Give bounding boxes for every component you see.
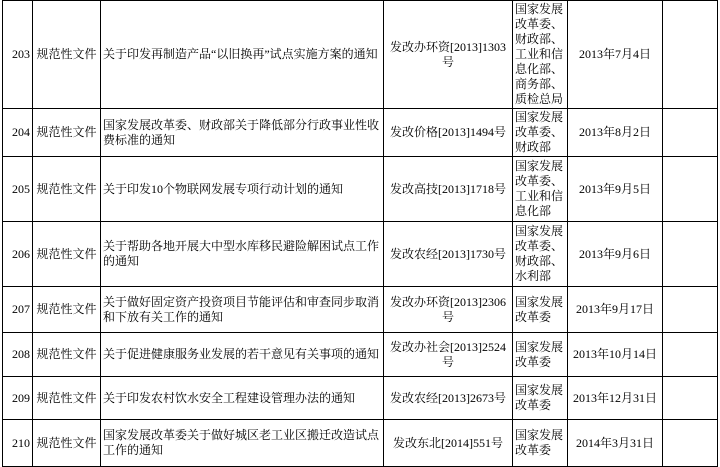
cell-doc-type: 规范性文件 bbox=[33, 222, 101, 287]
cell-issuing-agency: 国家发展改革委 bbox=[513, 287, 568, 333]
cell-note bbox=[663, 157, 718, 222]
cell-doc-number: 发改办环资[2013]1303号 bbox=[384, 1, 513, 109]
cell-doc-number: 发改办环资[2013]2306号 bbox=[384, 287, 513, 333]
cell-note bbox=[663, 287, 718, 333]
cell-doc-type: 规范性文件 bbox=[33, 157, 101, 222]
cell-index: 210 bbox=[3, 420, 33, 467]
cell-title: 关于促进健康服务业发展的若干意见有关事项的通知 bbox=[101, 333, 384, 377]
cell-issue-date: 2014年3月31日 bbox=[568, 420, 663, 467]
cell-issue-date: 2013年10月14日 bbox=[568, 333, 663, 377]
cell-index: 205 bbox=[3, 157, 33, 222]
cell-index: 208 bbox=[3, 333, 33, 377]
cell-title: 国家发展改革委、财政部关于降低部分行政事业性收费标准的通知 bbox=[101, 109, 384, 157]
cell-issuing-agency: 国家发展改革委 bbox=[513, 333, 568, 377]
cell-doc-number: 发改价格[2013]1494号 bbox=[384, 109, 513, 157]
cell-title: 关于做好固定资产投资项目节能评估和审查同步取消和下放有关工作的通知 bbox=[101, 287, 384, 333]
cell-doc-number: 发改高技[2013]1718号 bbox=[384, 157, 513, 222]
cell-doc-number: 发改东北[2014]551号 bbox=[384, 420, 513, 467]
cell-index: 209 bbox=[3, 377, 33, 420]
cell-index: 204 bbox=[3, 109, 33, 157]
cell-issue-date: 2013年8月2日 bbox=[568, 109, 663, 157]
cell-note bbox=[663, 420, 718, 467]
cell-title: 关于帮助各地开展大中型水库移民避险解困试点工作的通知 bbox=[101, 222, 384, 287]
cell-issuing-agency: 国家发展改革委、财政部、水利部 bbox=[513, 222, 568, 287]
cell-issuing-agency: 国家发展改革委、财政部、工业和信息化部、商务部、质检总局 bbox=[513, 1, 568, 109]
cell-note bbox=[663, 1, 718, 109]
cell-doc-type: 规范性文件 bbox=[33, 333, 101, 377]
cell-issue-date: 2013年12月31日 bbox=[568, 377, 663, 420]
cell-issue-date: 2013年7月4日 bbox=[568, 1, 663, 109]
cell-index: 207 bbox=[3, 287, 33, 333]
table-row bbox=[3, 377, 718, 420]
cell-title: 关于印发农村饮水安全工程建设管理办法的通知 bbox=[101, 377, 384, 420]
table-row bbox=[3, 222, 718, 287]
cell-note bbox=[663, 333, 718, 377]
table-row bbox=[3, 109, 718, 157]
cell-issuing-agency: 国家发展改革委、财政部 bbox=[513, 109, 568, 157]
cell-index: 206 bbox=[3, 222, 33, 287]
cell-issuing-agency: 国家发展改革委 bbox=[513, 420, 568, 467]
cell-doc-type: 规范性文件 bbox=[33, 377, 101, 420]
cell-title: 关于印发10个物联网发展专项行动计划的通知 bbox=[101, 157, 384, 222]
cell-index: 203 bbox=[3, 1, 33, 109]
cell-doc-number: 发改农经[2013]1730号 bbox=[384, 222, 513, 287]
table-row bbox=[3, 333, 718, 377]
cell-doc-number: 发改农经[2013]2673号 bbox=[384, 377, 513, 420]
cell-issue-date: 2013年9月6日 bbox=[568, 222, 663, 287]
cell-doc-type: 规范性文件 bbox=[33, 109, 101, 157]
cell-issue-date: 2013年9月17日 bbox=[568, 287, 663, 333]
table-row bbox=[3, 287, 718, 333]
cell-issue-date: 2013年9月5日 bbox=[568, 157, 663, 222]
table-row bbox=[3, 157, 718, 222]
cell-note bbox=[663, 109, 718, 157]
cell-title: 国家发展改革委关于做好城区老工业区搬迁改造试点工作的通知 bbox=[101, 420, 384, 467]
cell-issuing-agency: 国家发展改革委、工业和信息化部 bbox=[513, 157, 568, 222]
cell-doc-type: 规范性文件 bbox=[33, 420, 101, 467]
regulation-table bbox=[2, 0, 718, 467]
table-row bbox=[3, 420, 718, 467]
cell-note bbox=[663, 222, 718, 287]
table-row bbox=[3, 1, 718, 109]
cell-note bbox=[663, 377, 718, 420]
cell-doc-number: 发改办社会[2013]2524号 bbox=[384, 333, 513, 377]
cell-issuing-agency: 国家发展改革委 bbox=[513, 377, 568, 420]
cell-doc-type: 规范性文件 bbox=[33, 287, 101, 333]
cell-title: 关于印发再制造产品“以旧换再”试点实施方案的通知 bbox=[101, 1, 384, 109]
cell-doc-type: 规范性文件 bbox=[33, 1, 101, 109]
